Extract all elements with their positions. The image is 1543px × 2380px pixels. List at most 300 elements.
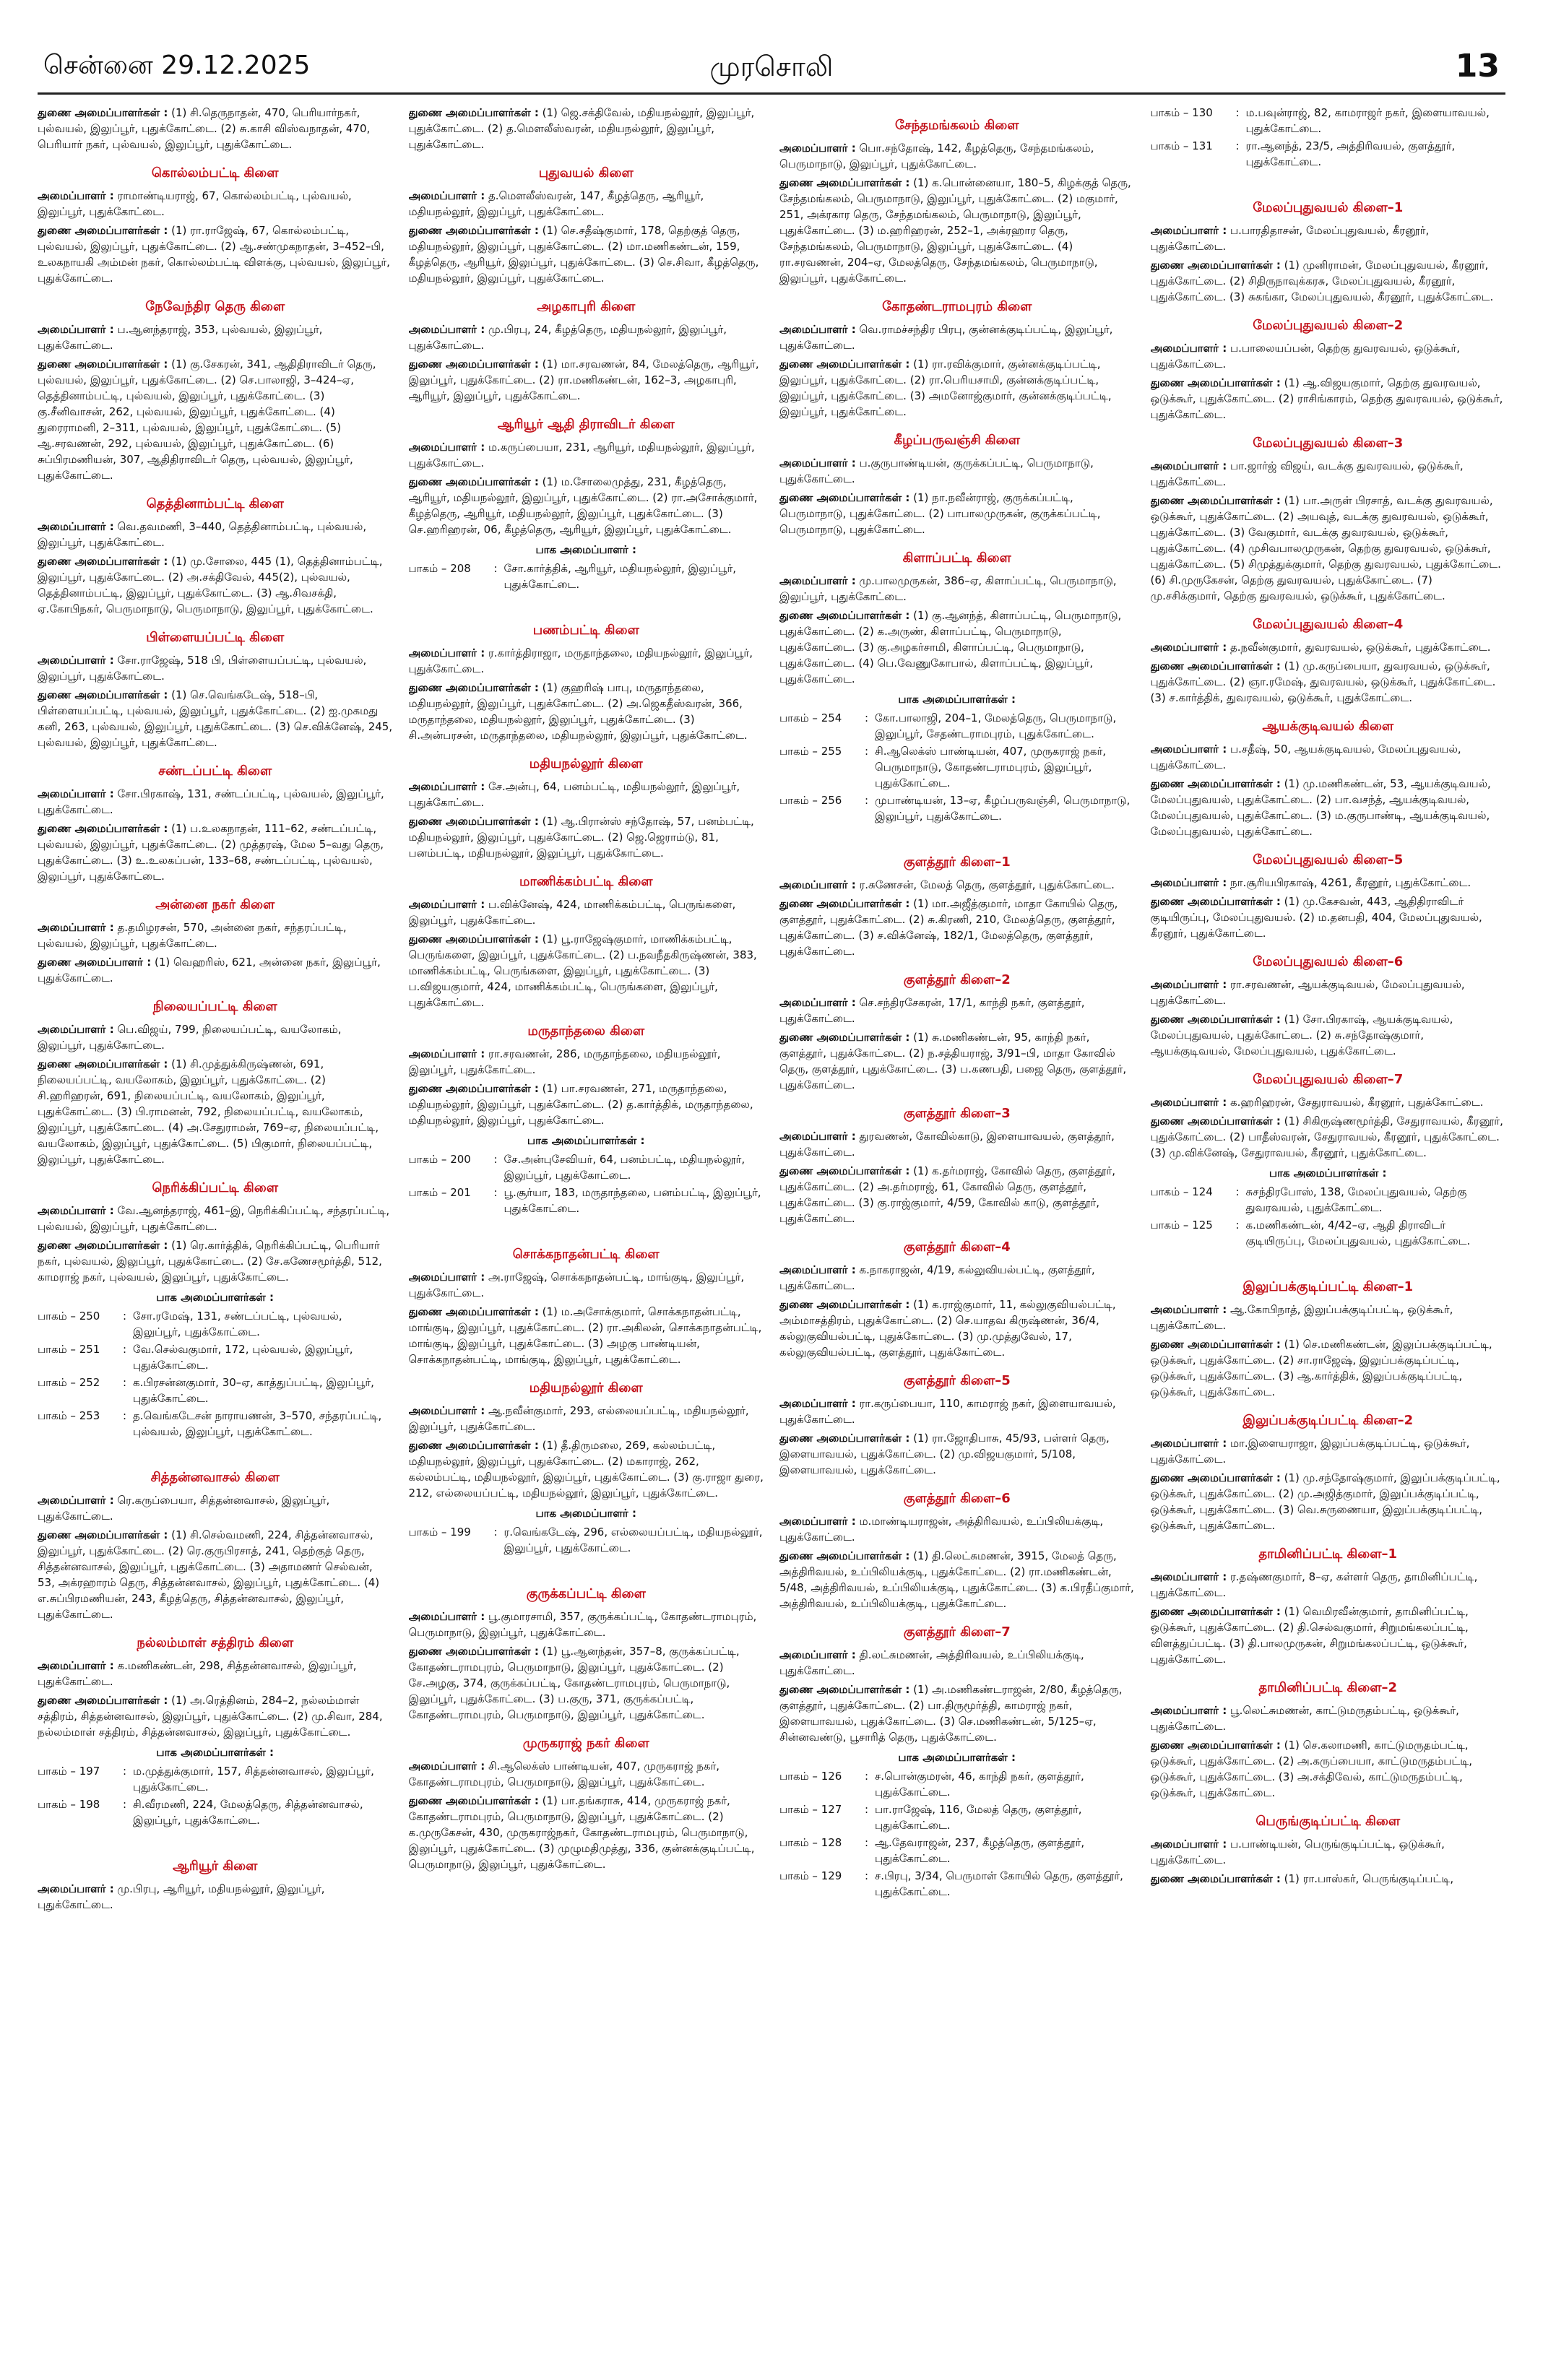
entry-text: (1) க.தர்மராஜ், கோவில் தெரு, குளத்தூர், புதுக்கோட்டை. (2) அ.தர்மராஜ், 61, கோவில் தெரு, குளத்தூர், புதுக்கோட்டை. (3) கு.ராஜ்குமார், 4/59, கோவில் காடு, குளத்தூர், புதுக்கோட்டை. <box>779 1164 1116 1225</box>
booth-colon: : <box>865 1836 869 1849</box>
entry <box>1151 222 1506 254</box>
entry-text: (1) தி.லெட்சுமணன், 3915, மேலத் தெரு, அத்திரிவயல், உப்பிலியக்குடி, புதுக்கோட்டை. (2) ரா.மணிகண்டன், 5/48, அத்திரிவயல், உப்பிலியக்குடி, புதுக்கோட்டை. (3) க.பிரதீப்குமார், அத்திரிவயல், உப்பிலியக்குடி, புதுக்கோட்டை. <box>779 1549 1134 1610</box>
booth-person: சே.அன்புசேவியர், 64, பனம்பட்டி, மதியநல்லூர், இலுப்பூர், புதுக்கோட்டை. <box>503 1153 745 1182</box>
entry-label: துணை அமைப்பாளர்கள் : <box>408 1305 539 1318</box>
booth-heading: பாக அமைப்பாளர் : <box>535 543 636 556</box>
booth-colon: : <box>865 794 869 807</box>
entry <box>38 1203 393 1234</box>
entry-label: துணை அமைப்பாளர்கள் : <box>38 106 168 119</box>
booth-person: சி.ஆலெக்ஸ் பாண்டியன், 407, முருகராஜ் நகர், பெருமாநாடு, கோதண்டராமபுரம், இலுப்பூர், புதுக்கோட்டை. <box>875 745 1107 789</box>
entry-text: (1) சோ.பிரகாஷ், ஆயக்குடிவயல், மேலப்புதுவயல், புதுக்கோட்டை. (2) சு.சந்தோஷ்குமார், ஆயக்குடிவயல், மேலப்புதுவயல், புதுக்கோட்டை. <box>1150 1013 1453 1057</box>
booth-row <box>38 1375 393 1406</box>
entry-text: (1) பா.சரவணன், 271, மருதாந்தலை, மதியநல்லூர், இலுப்பூர், புதுக்கோட்டை. (2) த.கார்த்திக், மருதாந்தலை, மதியநல்லூர், இலுப்பூர், புதுக்கோட்டை. <box>408 1082 753 1127</box>
entry-label: அமைப்பாளர் : <box>408 898 485 911</box>
entry-text: (1) மு.கருப்பையா, துவரவயல், ஒடுக்கூர், புதுக்கோட்டை. (2) ஞா.ரமேஷ், துவரவயல், ஒடுக்கூர், புதுக்கோட்டை. (3) ச.கார்த்திக், துவரவயல், ஒடுக்கூர், புதுக்கோட்டை. <box>1150 659 1496 704</box>
entry-label: அமைப்பாளர் : <box>1150 641 1227 654</box>
booth-person: சுசந்திரபோஸ், 138, மேலப்புதுவயல், தெற்கு துவரவயல், புதுக்கோட்டை. <box>1245 1185 1467 1214</box>
booth-number: பாகம் – 197 <box>38 1765 100 1778</box>
entry-label: அமைப்பாளர் : <box>779 878 856 891</box>
booth-number: பாகம் – 252 <box>38 1376 100 1389</box>
entry <box>1151 1094 1506 1110</box>
entry-text: (1) வெமிரவீன்குமார், தாமினிப்பட்டி, ஒடுக்கூர், புதுக்கோட்டை. (2) தி.செல்வகுமார், சிறுமங்கலப்பட்டி, விளத்துப்பட்டி. (3) தி.பாலமுருகன், சிறுமங்கலப்பட்டி, ஒடுக்கூர், புதுக்கோட்டை. <box>1150 1605 1469 1666</box>
entry-label: துணை அமைப்பாளர்கள் : <box>408 358 539 371</box>
entry-text: ப.பாரதிதாசன், மேலப்புதுவயல், கீரனூர், புதுக்கோட்டை. <box>1150 224 1430 253</box>
booth-row <box>779 710 1135 742</box>
entry <box>779 1395 1135 1427</box>
entry <box>1151 1336 1506 1400</box>
entry <box>409 1081 764 1128</box>
branch-heading: மேலப்புதுவயல் கிளை–2 <box>1253 318 1404 333</box>
branch-heading: குளத்தூர் கிளை–6 <box>903 1491 1011 1506</box>
entry-text: (1) ரா.ராஜேஷ், 67, கொல்லம்பட்டி, புல்வயல், இலுப்பூர், புதுக்கோட்டை. (2) ஆ.சண்முகநாதன், 3–452–பி, உலகநாயகி அம்மன் நகர், கொல்லம்பட்டி விளக்கு, புல்வயல், இலுப்பூர், புதுக்கோட்டை. <box>38 224 390 285</box>
entry-text: பூ.லெட்சுமணன், காட்டுமருதம்பட்டி, ஒடுக்கூர், புதுக்கோட்டை. <box>1150 1704 1459 1733</box>
entry-text: ப.குருபாண்டியன், குருக்கப்பட்டி, பெருமாநாடு, புதுக்கோட்டை. <box>779 456 1094 485</box>
booth-row <box>409 1151 764 1183</box>
entry-label: அமைப்பாளர் : <box>1150 1570 1227 1583</box>
entry-label: அமைப்பாளர் : <box>779 1130 856 1143</box>
booth-number: பாகம் – 127 <box>779 1803 842 1816</box>
entry-text: வெ.ராமச்சந்திர பிரபு, குன்னக்குடிப்பட்டி, இலுப்பூர், புதுக்கோட்டை. <box>779 323 1113 352</box>
branch-heading: குளத்தூர் கிளை–7 <box>903 1624 1011 1640</box>
entry <box>779 1513 1135 1545</box>
entry <box>38 1021 393 1053</box>
entry-text: (1) ஜெ.சக்திவேல், மதியநல்லூர், இலுப்பூர், புதுக்கோட்டை. (2) த.மௌலீஸ்வரன், மதியநல்லூர், இலுப்பூர், புதுக்கோட்டை. <box>408 106 755 151</box>
booth-heading: பாக அமைப்பாளர்கள் : <box>898 693 1016 706</box>
column-3 <box>779 105 1135 2373</box>
entry-label: அமைப்பாளர் : <box>408 780 485 793</box>
booth-person: ரா.ஆனந்த், 23/5, அத்திரிவயல், குளத்தூர், புதுக்கோட்டை. <box>1245 139 1456 168</box>
entry <box>409 779 764 810</box>
entry-text: (1) ப.உலகநாதன், 111–62, சண்டப்பட்டி, புல்வயல், இலுப்பூர், புதுக்கோட்டை. (2) முத்தரஷ், மேல 5–வது தெரு, புதுக்கோட்டை. (3) உ.உலகப்பன், 133–68, சண்டப்பட்டி, புல்வயல், இலுப்பூர், புதுக்கோட்டை. <box>38 822 384 883</box>
entry-label: அமைப்பாளர் : <box>1150 1303 1227 1316</box>
entry-text: (1) சு.மணிகண்டன், 95, காந்தி நகர், குளத்தூர், புதுக்கோட்டை. (2) ந.சத்தியராஜ், 3/91–பி, மாதா கோவில் தெரு, குளத்தூர், புதுக்கோட்டை. (3) ப.கணபதி, பஜை தெரு, குளத்தூர், புதுக்கோட்டை. <box>779 1031 1127 1091</box>
entry <box>779 1163 1135 1226</box>
entry-label: அமைப்பாளர் : <box>38 787 114 800</box>
entry-text: தி.லட்சுமணன், அத்திரிவயல், உப்பிலியக்குடி, புதுக்கோட்டை. <box>779 1648 1084 1677</box>
entry <box>779 321 1135 353</box>
entry-text: ரெ.கருப்பையா, சித்தன்னவாசல், இலுப்பூர், புதுக்கோட்டை. <box>38 1494 330 1523</box>
entry-label: அமைப்பாளர் : <box>408 1047 485 1060</box>
entry-label: அமைப்பாளர் : <box>779 142 856 155</box>
entry-label: அமைப்பாளர் : <box>779 1397 856 1410</box>
entry <box>38 321 393 353</box>
entry-label: அமைப்பாளர் : <box>1150 743 1227 756</box>
entry-label: துணை அமைப்பாளர்கள் : <box>408 815 539 828</box>
branch-heading: அன்னை நகர் கிளை <box>155 897 275 912</box>
entry-label: துணை அமைப்பாளர்கள் : <box>1150 1872 1281 1885</box>
entry-label: அமைப்பாளர் : <box>38 1023 114 1036</box>
entry-label: துணை அமைப்பாளர்கள் : <box>779 176 910 189</box>
entry <box>38 1056 393 1167</box>
entry-text: ப.சதீஷ், 50, ஆயக்குடிவயல், மேலப்புதுவயல், புதுக்கோட்டை. <box>1150 743 1461 771</box>
entry <box>38 687 393 750</box>
booth-number: பாகம் – 129 <box>779 1869 842 1882</box>
entry-label: துணை அமைப்பாளர்கள் : <box>779 358 910 371</box>
booth-colon: : <box>123 1409 127 1422</box>
branch-heading: ஆயக்குடிவயல் கிளை <box>1262 719 1394 734</box>
entry <box>1151 1470 1506 1533</box>
branch-heading: குளத்தூர் கிளை–2 <box>903 972 1011 987</box>
booth-row <box>38 1763 393 1795</box>
entry <box>779 1297 1135 1360</box>
entry-text: (1) கு.சேகரன், 341, ஆதிதிராவிடர் தெரு, புல்வயல், இலுப்பூர், புதுக்கோட்டை. (2) செ.பாலாஜி, 3–424–ஏ, தெத்தினாம்பட்டி, புல்வயல், இலுப்பூர், புதுக்கோட்டை. (3) கு.சீனிவாசன், 262, புல்வயல், இலுப்பூர், புதுக்கோட்டை. (4) துரைராமனி, 2–311, புல்வயல், இலுப்பூர், புதுக்கோட்டை. (5) ஆ.சரவணன், 292, புல்வயல், இலுப்பூர், புதுக்கோட்டை. (6) சுப்பிரமணியன், 307, ஆதிதிராவிடர் தெரு, புல்வயல், இலுப்பூர், புதுக்கோட்டை. <box>38 358 376 482</box>
entry <box>1151 776 1506 839</box>
entry-text: ரா.சரவணன், ஆயக்குடிவயல், மேலப்புதுவயல், புதுக்கோட்டை. <box>1150 978 1465 1007</box>
booth-colon: : <box>865 1869 869 1882</box>
entry-label: துணை அமைப்பாளர்கள் : <box>408 106 539 119</box>
entry-label: அமைப்பாளர் : <box>408 189 485 202</box>
entry-label: துணை அமைப்பாளர்கள் : <box>38 1694 168 1707</box>
booth-colon: : <box>865 1770 869 1783</box>
entry <box>38 652 393 684</box>
branch-heading: இலுப்பக்குடிப்பட்டி கிளை–1 <box>1242 1279 1414 1294</box>
entry-text: (1) மு.சோலை, 445 (1), தெத்தினாம்பட்டி, இலுப்பூர், புதுக்கோட்டை. (2) அ.சக்திவேல், 445(2), புல்வயல், தெத்தினாம்பட்டி, இலுப்பூர், புதுக்கோட்டை. (3) ஆ.சிவசக்தி, ஏ.கோபிநகர், பெருமாநாடு, பெருமாநாடு, இலுப்பூர், புதுக்கோட்டை. <box>38 555 383 615</box>
column-1 <box>38 105 393 2373</box>
entry <box>779 1548 1135 1611</box>
entry-text: த.நவீன்குமார், துவரவயல், ஒடுக்கூர், புதுக்கோட்டை. <box>1229 641 1491 654</box>
branch-heading: சொக்கநாதன்பட்டி கிளை <box>512 1247 660 1262</box>
booth-colon: : <box>1235 106 1240 119</box>
entry-text: (1) மு.மணிகண்டன், 53, ஆயக்குடிவயல், மேலப்புதுவயல், புதுக்கோட்டை. (2) பா.வசந்த், ஆயக்குடிவயல், மேலப்புதுவயல், புதுக்கோட்டை. (3) ம.குருபாண்டி, ஆயக்குடிவயல், மேலப்புதுவயல், புதுக்கோட்டை. <box>1150 777 1491 838</box>
booth-colon: : <box>493 562 498 575</box>
entry-label: அமைப்பாளர் : <box>779 456 856 469</box>
entry <box>38 1658 393 1689</box>
entry <box>779 455 1135 487</box>
entry-text: ர.தஷ்ணகுமார், 8–ஏ, கள்ளர் தெரு, தாமினிப்பட்டி, புதுக்கோட்டை. <box>1150 1570 1478 1599</box>
branch-heading: மதியநல்லூர் கிளை <box>529 756 643 771</box>
booth-colon: : <box>123 1798 127 1811</box>
entry <box>38 1237 393 1285</box>
entry-label: துணை அமைப்பாளர்கள் : <box>408 932 539 945</box>
entry <box>779 1430 1135 1478</box>
entry <box>38 519 393 550</box>
branch-heading: மருதாந்தலை கிளை <box>527 1024 645 1039</box>
entry-text: (1) சி.தெருநாதன், 470, பெரியார்நகர், புல்வயல், இலுப்பூர், புதுக்கோட்டை. (2) சு.காசி விஸ்வநாதன், 470, பெரியார் நகர், புல்வயல், இலுப்பூர், புதுக்கோட்டை. <box>38 106 371 151</box>
branch-heading: நிலையப்பட்டி கிளை <box>152 999 277 1014</box>
booth-number: பாகம் – 199 <box>408 1526 471 1539</box>
entry-text: (1) ரா.பாஸ்கர், பெருங்குடிப்பட்டி, <box>1284 1872 1454 1885</box>
branch-heading: குளத்தூர் கிளை–1 <box>903 854 1011 870</box>
booth-colon: : <box>865 711 869 724</box>
entry-text: (1) பூ.ராஜேஷ்குமார், மாணிக்கம்பட்டி, பெருங்களை, இலுப்பூர், புதுக்கோட்டை. (2) ப.நவநீதகிருஷ்ணன், 383, மாணிக்கம்பட்டி, பெருங்களை, இலுப்பூர், புதுக்கோட்டை. (3) ப.விஜயகுமார், 424, மாணிக்கம்பட்டி, பெருங்களை, இலுப்பூர், புதுக்கோட்டை. <box>408 932 757 1009</box>
branch-heading: தெத்தினாம்பட்டி கிளை <box>146 496 284 511</box>
entry <box>409 188 764 220</box>
booth-person: ம.முத்துக்குமார், 157, சித்தன்னவாசல், இலுப்பூர், புதுக்கோட்டை. <box>133 1765 374 1793</box>
entry <box>409 680 764 743</box>
entry <box>779 1682 1135 1745</box>
entry <box>779 1128 1135 1160</box>
entry-text: (1) ஆ.விஜயகுமார், தெற்கு துவரவயல், ஒடுக்கூர், புதுக்கோட்டை. (2) ராசிங்காரம், தெற்கு துவரவயல், ஒடுக்கூர், புதுக்கோட்டை. <box>1150 376 1503 421</box>
branch-heading: பணம்பட்டி கிளை <box>532 623 639 638</box>
entry-label: துணை அமைப்பாளர்கள் : <box>408 475 539 488</box>
entry-text: சோ.ராஜேஷ், 518 பி, பிள்ளையப்பட்டி, புல்வயல், இலுப்பூர், புதுக்கோட்டை. <box>38 654 367 683</box>
entry-label: அமைப்பாளர் : <box>408 1404 485 1417</box>
entry-text: ஆ.கோபிநாத், இலுப்பக்குடிப்பட்டி, ஒடுக்கூர், புதுக்கோட்டை. <box>1150 1303 1453 1332</box>
entry-label: துணை அமைப்பாளர்கள் : <box>38 822 168 835</box>
branch-heading: குருக்கப்பட்டி கிளை <box>526 1586 646 1601</box>
entry <box>38 1881 393 1913</box>
entry <box>1151 1113 1506 1161</box>
entry-text: ரா.கருப்பையா, 110, காமராஜ் நகர், இளையாவயல், புதுக்கோட்டை. <box>779 1397 1116 1426</box>
booth-number: பாகம் – 256 <box>779 794 842 807</box>
entry-label: துணை அமைப்பாளர் : <box>38 956 152 969</box>
entry-label: அமைப்பாளர் : <box>38 921 114 934</box>
booth-colon: : <box>123 1765 127 1778</box>
entry <box>38 1692 393 1740</box>
entry <box>1151 1604 1506 1667</box>
entry-text: (1) பா.தங்கராசு, 414, முருகராஜ் நகர், கோதண்டராமபுரம், பெருமாநாடு, இலுப்பூர், புதுக்கோட்டை. (2) க.முருகேசன், 430, முருகராஜ்நகர், கோதண்டராமபுரம், பெருமாநாடு, இலுப்பூர், புதுக்கோட்டை. (3) முழுமதிமுத்து, 336, குன்னக்குடிப்பட்டி, பெருமாநாடு, இலுப்பூர், புதுக்கோட்டை. <box>408 1794 755 1871</box>
entry-text: சோ.பிரகாஷ், 131, சண்டப்பட்டி, புல்வயல், இலுப்பூர், புதுக்கோட்டை. <box>38 787 384 816</box>
booth-person: பா.ராஜேஷ், 116, மேலத் தெரு, குளத்தூர், புதுக்கோட்டை. <box>875 1803 1082 1832</box>
branch-heading: சண்டப்பட்டி கிளை <box>158 763 272 779</box>
entry-label: துணை அமைப்பாளர்கள் : <box>1150 259 1281 272</box>
entry <box>38 356 393 483</box>
entry-text: (1) முனிராமன், மேலப்புதுவயல், கீரனூர், புதுக்கோட்டை. (2) சிதிருநாவுக்கரசு, மேலப்புதுவயல், கீரனூர், புதுக்கோட்டை. (3) சுகங்கா, மேலப்புதுவயல், கீரனூர், புதுக்கோட்டை. <box>1150 259 1494 303</box>
entry <box>1151 741 1506 773</box>
booth-person: சோ.ரமேஷ், 131, சண்டப்பட்டி, புல்வயல், இலுப்பூர், புதுக்கோட்டை. <box>133 1310 342 1338</box>
entry-label: அமைப்பாளர் : <box>1150 1838 1227 1851</box>
branch-heading: மேலப்புதுவயல் கிளை–1 <box>1253 200 1404 215</box>
entry-text: க.நாகராஜன், 4/19, கல்லுவியல்பட்டி, குளத்தூர், புதுக்கோட்டை. <box>779 1263 1095 1292</box>
booth-row <box>779 1801 1135 1833</box>
entry <box>779 1647 1135 1679</box>
entry-text: (1) சி.செல்வமணி, 224, சித்தன்னவாசல், இலுப்பூர், புதுக்கோட்டை. (2) ரெ.குருபிரசாத், 241, தெற்குத் தெரு, சித்தன்னவாசல், இலுப்பூர், புதுக்கோட்டை. (3) அதாமணர் செல்வன், 53, அக்ரஹாரம் தெரு, சித்தன்னவாசல், இலுப்பூர், புதுக்கோட்டை. (4) எ.சுப்பிரமணியன், 243, கீழத்தெரு, சித்தன்னவாசல், இலுப்பூர், புதுக்கோட்டை. <box>38 1528 380 1621</box>
branch-heading: கோதண்டராமபுரம் கிளை <box>882 299 1032 314</box>
branch-heading: மேலப்புதுவயல் கிளை–6 <box>1253 954 1404 969</box>
entry-text: (1) அ.ரெத்தினம், 284–2, நல்லம்மாள் சத்திரம், சித்தன்னவாசல், இலுப்பூர், புதுக்கோட்டை. (2) மு.சிவா, 284, நல்லம்மாள் சத்திரம், சித்தன்னவாசல், இலுப்பூர், புதுக்கோட்டை. <box>38 1694 383 1739</box>
branch-heading: குளத்தூர் கிளை–4 <box>903 1239 1011 1255</box>
entry-label: அமைப்பாளர் : <box>408 646 485 659</box>
entry <box>1151 1836 1506 1868</box>
entry <box>1151 1702 1506 1734</box>
entry-label: அமைப்பாளர் : <box>38 323 114 336</box>
entry-label: துணை அமைப்பாளர்கள் : <box>779 1298 910 1311</box>
booth-person: சி.வீரமணி, 224, மேலத்தெரு, சித்தன்னவாசல், இலுப்பூர், புதுக்கோட்டை. <box>133 1798 363 1827</box>
entry <box>409 1643 764 1723</box>
entry-label: துணை அமைப்பாளர்கள் : <box>38 555 168 568</box>
entry-text: சே.அன்பு, 64, பனம்பட்டி, மதியநல்லூர், இலுப்பூர், புதுக்கோட்டை. <box>408 780 740 809</box>
entry <box>779 573 1135 605</box>
entry-text: (1) பூ.ஆனந்தன், 357–8, குருக்கப்பட்டி, கோதண்டராமபுரம், பெருமாநாடு, இலுப்பூர், புதுக்கோட்டை. (2) சே.அழகு, 374, குருக்கப்பட்டி, கோதண்டராமபுரம், பெருமாநாடு, இலுப்பூர், புதுக்கோட்டை. (3) ப.குரு, 371, குருக்கப்பட்டி, கோதண்டராமபுரம், பெருமாநாடு, இலுப்பூர், புதுக்கோட்டை. <box>408 1645 740 1721</box>
entry <box>38 786 393 818</box>
entry-label: துணை அமைப்பாளர்கள் : <box>779 897 910 910</box>
branch-heading: நல்லம்மாள் சத்திரம் கிளை <box>137 1635 294 1650</box>
entry-text: மு.பிரபு, 24, கீழத்தெரு, மதியநல்லூர், இலுப்பூர், புதுக்கோட்டை. <box>408 323 727 352</box>
entry-label: அமைப்பாளர் : <box>408 1760 485 1773</box>
booth-number: பாகம் – 128 <box>779 1836 842 1849</box>
entry-label: துணை அமைப்பாளர்கள் : <box>1150 1605 1281 1618</box>
booth-person: த.வெங்கடேசன் நாராயணன், 3–570, சந்தரப்பட்டி, புல்வயல், இலுப்பூர், புதுக்கோட்டை. <box>133 1409 382 1438</box>
entry-label: துணை அமைப்பாளர்கள் : <box>1150 1338 1281 1351</box>
masthead <box>38 0 1505 95</box>
branch-heading: மாணிக்கம்பட்டி கிளை <box>519 874 653 889</box>
entry <box>1151 1569 1506 1601</box>
entry-text: (1) செ.கலாமணி, காட்டுமருதம்பட்டி, ஒடுக்கூர், புதுக்கோட்டை. (2) அ.கருப்பையா, காட்டுமருதம்பட்டி, ஒடுக்கூர், புதுக்கோட்டை. (3) அ.சக்திவேல், காட்டுமருதம்பட்டி, ஒடுக்கூர், புதுக்கோட்டை. <box>1150 1739 1473 1799</box>
entry <box>1151 1871 1506 1887</box>
booth-person: கோ.பாலாஜி, 204–1, மேலத்தெரு, பெருமாநாடு, இலுப்பூர், சேதண்டராமபுரம், புதுக்கோட்டை. <box>875 711 1117 740</box>
entry-text: (1) க.பொன்னையா, 180–5, கிழக்குத் தெரு, சேந்தமங்கலம், பெருமாநாடு, இலுப்பூர், புதுக்கோட்டை. (2) மகுமார், 251, அக்ரகார தெரு, சேந்தமங்கலம், பெருமாநாடு, இலுப்பூர், புதுக்கோட்டை. (3) ம.ஹரிஹரன், 252–1, அக்ரஹார தெரு, சேந்தமங்கலம், பெருமாநாடு, இலுப்பூர், புதுக்கோட்டை. (4) ரா.சரவணன், 204–ஏ, மேலத்தெரு, சேந்தமங்கலம், பெருமாநாடு, இலுப்பூர், புதுக்கோட்டை. <box>779 176 1131 285</box>
entry <box>38 954 393 986</box>
entry <box>409 1403 764 1435</box>
column-2 <box>409 105 764 2373</box>
entry <box>1151 375 1506 423</box>
entry-label: அமைப்பாளர் : <box>38 1494 114 1507</box>
entry-label: அமைப்பாளர் : <box>38 520 114 533</box>
booth-colon: : <box>865 1803 869 1816</box>
entry-text: ப.ஆனந்தராஜ், 353, புல்வயல், இலுப்பூர், புதுக்கோட்டை. <box>38 323 323 352</box>
entry-text: (1) செ.வெங்கடேஷ், 518–பி, பிள்ளையப்பட்டி, புல்வயல், இலுப்பூர், புதுக்கோட்டை. (2) ஐ.முகமது கனி, 263, புல்வயல், இலுப்பூர், புதுக்கோட்டை. (3) செ.விக்னேஷ், 245, புல்வயல், இலுப்பூர், புதுக்கோட்டை. <box>38 688 393 749</box>
entry-label: துணை அமைப்பாளர்கள் : <box>38 358 168 371</box>
entry-label: துணை அமைப்பாளர்கள் : <box>38 1057 168 1070</box>
entry-text: ம.கருப்பையா, 231, ஆரியூர், மதியநல்லூர், இலுப்பூர், புதுக்கோட்டை. <box>408 441 755 469</box>
entry <box>409 1304 764 1367</box>
entry <box>409 439 764 471</box>
entry <box>38 1492 393 1524</box>
booth-number: பாகம் – 126 <box>779 1770 842 1783</box>
entry <box>779 356 1135 420</box>
entry-text: ம.மாண்டியராஜன், அத்திரிவயல், உப்பிலியக்குடி, புதுக்கோட்டை. <box>779 1515 1104 1544</box>
booth-heading: பாக அமைப்பாளர்கள் : <box>156 1291 275 1304</box>
entry <box>38 222 393 286</box>
entry-text: (1) ரா.ரவிக்குமார், குன்னக்குடிப்பட்டி, இலுப்பூர், புதுக்கோட்டை. (2) ரா.பெரியசாமி, குன்னக்குடிப்பட்டி, இலுப்பூர், புதுக்கோட்டை. (3) அமனோஜ்குமார், குன்னக்குடிப்பட்டி, இலுப்பூர், புதுக்கோட்டை. <box>779 358 1112 418</box>
booth-person: வே.செல்வகுமார், 172, புல்வயல், இலுப்பூர், புதுக்கோட்டை. <box>133 1343 353 1372</box>
entry-label: அமைப்பாளர் : <box>1150 1096 1227 1109</box>
entry <box>409 1793 764 1872</box>
entry-label: அமைப்பாளர் : <box>38 1882 114 1895</box>
booth-number: பாகம் – 198 <box>38 1798 100 1811</box>
booth-colon: : <box>865 745 869 758</box>
entry-label: துணை அமைப்பாளர்கள் : <box>1150 1471 1281 1484</box>
entry-text: (1) ம.அசோக்குமார், சொக்கநாதன்பட்டி, மாங்குடி, இலுப்பூர், புதுக்கோட்டை. (2) ரா.அகிலன், சொக்கநாதன்பட்டி, மாங்குடி, இலுப்பூர், புதுக்கோட்டை. (3) அழகு பாண்டியன், சொக்கநாதன்பட்டி, மாங்குடி, இலுப்பூர், புதுக்கோட்டை. <box>408 1305 762 1366</box>
booth-row <box>409 1185 764 1216</box>
column-4 <box>1151 105 1506 2373</box>
entry-label: அமைப்பாளர் : <box>779 1648 856 1661</box>
entry <box>409 813 764 861</box>
entry-text: மா.இளையராஜா, இலுப்பக்குடிப்பட்டி, ஒடுக்கூர், புதுக்கோட்டை. <box>1150 1437 1470 1466</box>
entry <box>409 931 764 1011</box>
entry-text: ரா.சரவணன், 286, மருதாந்தலை, மதியநல்லூர், இலுப்பூர், புதுக்கோட்டை. <box>408 1047 721 1076</box>
entry <box>1151 658 1506 706</box>
entry-label: துணை அமைப்பாளர்கள் : <box>779 1549 910 1562</box>
entry <box>409 1437 764 1501</box>
entry-text: (1) வெஹரிஸ், 621, அன்னை நகர், இலுப்பூர், புதுக்கோட்டை. <box>38 956 381 985</box>
entry-label: துணை அமைப்பாளர்கள் : <box>408 224 539 237</box>
entry-label: அமைப்பாளர் : <box>779 996 856 1009</box>
entry-label: துணை அமைப்பாளர்கள் : <box>408 1439 539 1452</box>
entry-label: அமைப்பாளர் : <box>408 323 485 336</box>
booth-number: பாகம் – 254 <box>779 711 842 724</box>
booth-heading: பாக அமைப்பாளர்கள் : <box>898 1751 1016 1764</box>
entry-label: துணை அமைப்பாளர்கள் : <box>779 1432 910 1445</box>
entry <box>779 607 1135 687</box>
entry-text: வெ.தவமணி, 3–440, தெத்தினாம்பட்டி, புல்வயல், இலுப்பூர், புதுக்கோட்டை. <box>38 520 367 549</box>
entry-text: (1) செ.மணிகண்டன், இலுப்பக்குடிப்பட்டி, ஒடுக்கூர், புதுக்கோட்டை. (2) சா.ராஜேஷ், இலுப்பக்குடிப்பட்டி, ஒடுக்கூர், புதுக்கோட்டை. (3) ஆ.கார்த்திக், இலுப்பக்குடிப்பட்டி, ஒடுக்கூர், புதுக்கோட்டை. <box>1150 1338 1492 1398</box>
booth-colon: : <box>1235 1185 1240 1198</box>
entry-label: துணை அமைப்பாளர்கள் : <box>1150 494 1281 507</box>
branch-heading: கிளாப்பட்டி கிளை <box>902 550 1011 566</box>
entry-label: துணை அமைப்பாளர்கள் : <box>38 1528 168 1541</box>
entry-label: துணை அமைப்பாளர்கள் : <box>408 1794 539 1807</box>
branch-heading: தாமினிப்பட்டி கிளை–2 <box>1258 1680 1398 1695</box>
entry <box>1151 1302 1506 1333</box>
entry-label: அமைப்பாளர் : <box>1150 978 1227 991</box>
booth-person: ம.பவுன்ராஜ், 82, காமராஜர் நகர், இளையாவயல், புதுக்கோட்டை. <box>1245 106 1490 135</box>
entry-text: ப.பாண்டியன், பெருங்குடிப்பட்டி, ஒடுக்கூர், புதுக்கோட்டை. <box>1150 1838 1445 1866</box>
booth-number: பாகம் – 130 <box>1150 106 1213 119</box>
entry-label: அமைப்பாளர் : <box>408 1271 485 1284</box>
entry <box>779 1262 1135 1294</box>
branch-heading: புதுவயல் கிளை <box>538 165 634 181</box>
entry <box>1151 493 1506 604</box>
entry-text: (1) தீ.திருமலை, 269, கல்லம்பட்டி, மதியநல்லூர், இலுப்பூர், புதுக்கோட்டை. (2) மகாராஜ், 262, கல்லம்பட்டி, மதியநல்லூர், இலுப்பூர், புதுக்கோட்டை. (3) கு.ராஜா துரை, 212, எல்லையப்பட்டி, மதியநல்லூர், இலுப்பூர், புதுக்கோட்டை. <box>408 1439 764 1500</box>
booth-person: ச.பிரபு, 3/34, பெருமாள் கோயில் தெரு, குளத்தூர், புதுக்கோட்டை. <box>875 1869 1123 1898</box>
entry-text: அ.ராஜேஷ், சொக்கநாதன்பட்டி, மாங்குடி, இலுப்பூர், புதுக்கோட்டை. <box>408 1271 745 1299</box>
entry <box>409 1758 764 1790</box>
entry <box>779 140 1135 172</box>
entry-label: துணை அமைப்பாளர்கள் : <box>779 1031 910 1044</box>
entry-text: பூ.குமாரசாமி, 357, குருக்கப்பட்டி, கோதண்டராமபுரம், பெருமாநாடு, இலுப்பூர், புதுக்கோட்டை. <box>408 1610 757 1639</box>
entry-text: ர.சுணேசன், மேலத் தெரு, குளத்தூர், புதுக்கோட்டை. <box>859 878 1115 891</box>
entry-text: க.மணிகண்டன், 298, சித்தன்னவாசல், இலுப்பூர், புதுக்கோட்டை. <box>38 1659 357 1688</box>
entry <box>38 553 393 617</box>
entry <box>1151 977 1506 1008</box>
entry-label: துணை அமைப்பாளர்கள் : <box>1150 376 1281 389</box>
entry-text: பொ.சந்தோஷ், 142, கீழத்தெரு, சேந்தமங்கலம், பெருமாநாடு, இலுப்பூர், புதுக்கோட்டை. <box>779 142 1094 170</box>
booth-row <box>409 1524 764 1556</box>
entry-label: துணை அமைப்பாளர்கள் : <box>779 491 910 504</box>
entry-text: ராமாண்டியராஜ், 67, கொல்லம்பட்டி, புல்வயல், இலுப்பூர், புதுக்கோட்டை. <box>38 189 352 218</box>
entry-text: பா.ஜார்ஜ் விஜய், வடக்கு துவரவயல், ஒடுக்கூர், புதுக்கோட்டை. <box>1150 459 1464 488</box>
entry-label: அமைப்பாளர் : <box>779 323 856 336</box>
branch-heading: இலுப்பக்குடிப்பட்டி கிளை–2 <box>1242 1413 1414 1428</box>
entry-label: அமைப்பாளர் : <box>1150 342 1227 355</box>
entry-text: க.ஹரிஹரன், சேதுராவயல், கீரனூர், புதுக்கோட்டை. <box>1229 1096 1484 1109</box>
branch-heading: கொல்லம்பட்டி கிளை <box>151 165 279 181</box>
entry-label: துணை அமைப்பாளர்கள் : <box>408 681 539 694</box>
page-number: 13 <box>1455 48 1500 85</box>
booth-row <box>1151 1217 1506 1249</box>
entry <box>38 821 393 884</box>
entry-text: ப.பாலையப்பன், தெற்கு துவரவயல், ஒடுக்கூர், புதுக்கோட்டை. <box>1150 342 1461 371</box>
entry <box>1151 1011 1506 1059</box>
booth-number: பாகம் – 201 <box>408 1186 471 1199</box>
entry-text: (1) க.ராஜ்குமார், 11, கல்லுகுவியல்பட்டி, அம்மாசத்திரம், புதுக்கோட்டை. (2) செ.யாதவ கிருஷ்ணன், 36/4, கல்லுகுவியல்பட்டி, புதுக்கோட்டை. (3) மு.முத்துவேல், 17, கல்லுகுவியல்பட்டி, குளத்தூர், புதுக்கோட்டை. <box>779 1298 1116 1359</box>
booth-person: ச.பொன்குமரன், 46, காந்தி நகர், குளத்தூர், புதுக்கோட்டை. <box>875 1770 1084 1799</box>
entry-label: அமைப்பாளர் : <box>408 441 485 454</box>
entry-text: மு.பாலமுருகன், 386–ஏ, கிளாப்பட்டி, பெருமாநாடு, இலுப்பூர், புதுக்கோட்டை. <box>779 574 1117 603</box>
newspaper-name: முரசொலி <box>709 51 834 82</box>
entry-label: அமைப்பாளர் : <box>1150 1704 1227 1717</box>
entry <box>779 877 1135 893</box>
entry <box>779 175 1135 286</box>
entry <box>1151 458 1506 490</box>
booth-row <box>779 1868 1135 1900</box>
entry-text: ஆ.நவீன்குமார், 293, எல்லையப்பட்டி, மதியநல்லூர், இலுப்பூர், புதுக்கோட்டை. <box>408 1404 749 1433</box>
entry-label: அமைப்பாளர் : <box>1150 459 1227 472</box>
branch-heading: பிள்ளையப்பட்டி கிளை <box>146 630 285 645</box>
entry-label: அமைப்பாளர் : <box>1150 1437 1227 1450</box>
booth-number: பாகம் – 251 <box>38 1343 100 1356</box>
entry-text: துரவணன், கோவில்காடு, இளையாவயல், குளத்தூர், புதுக்கோட்டை. <box>779 1130 1115 1159</box>
booth-number: பாகம் – 208 <box>408 562 471 575</box>
entry <box>409 1269 764 1301</box>
entry-text: (1) சி.முத்துக்கிருஷ்ணன், 691, நிலையப்பட்டி, வயலோகம், இலுப்பூர், புதுக்கோட்டை. (2) சி.ஹரிஹரன், 691, நிலையப்பட்டி, வயலோகம், இலுப்பூர், புதுக்கோட்டை. (3) பி.ராமனன், 792, நிலையப்பட்டி, வயலோகம், இலுப்பூர், புதுக்கோட்டை. (4) அ.சேதுராமன், 769–ஏ, நிலையப்பட்டி, வயலோகம், இலுப்பூர், புதுக்கோட்டை. (5) பிகுமார், நிலையப்பட்டி, இலுப்பூர், புதுக்கோட்டை. <box>38 1057 379 1166</box>
branch-heading: ஆரியூர் கிளை <box>173 1858 258 1874</box>
branch-heading: சித்தன்னவாசல் கிளை <box>150 1470 280 1485</box>
columns <box>38 95 1505 2373</box>
entry <box>779 995 1135 1026</box>
entry-label: அமைப்பாளர் : <box>38 189 114 202</box>
